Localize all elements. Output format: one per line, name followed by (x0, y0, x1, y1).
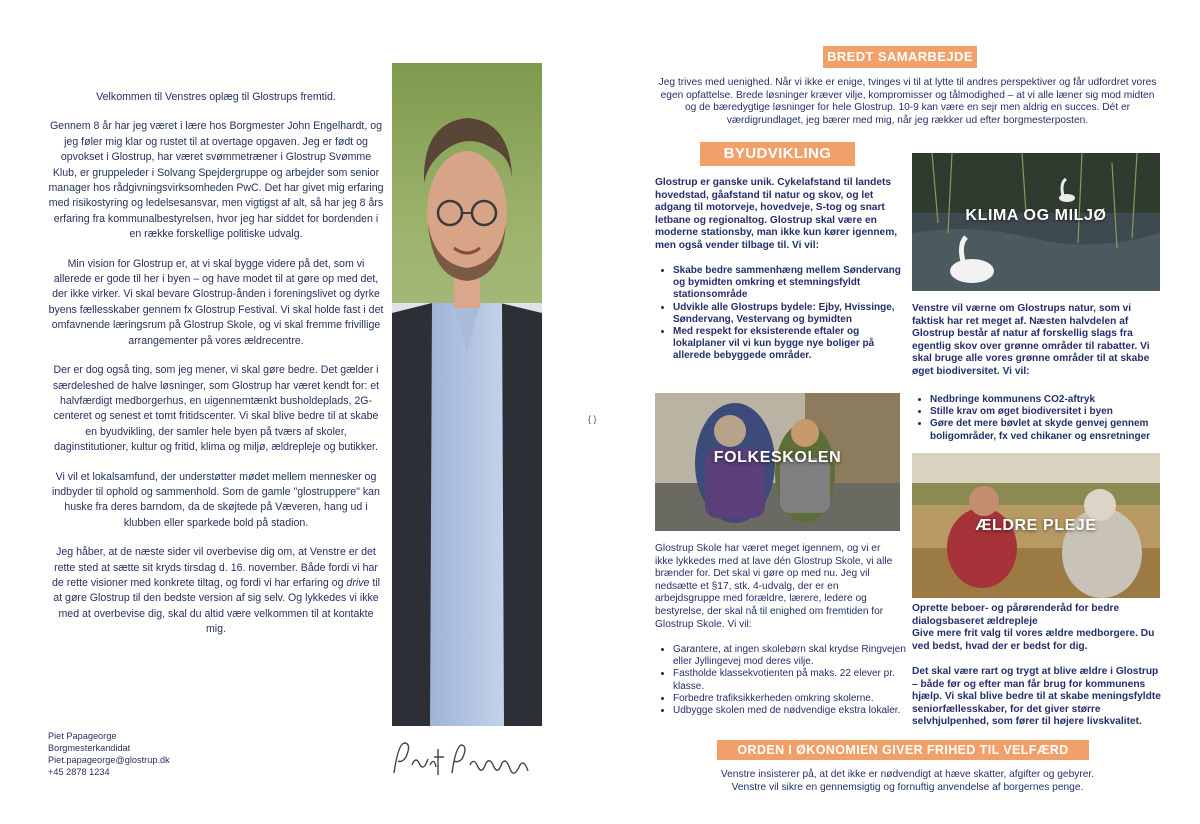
orden-line-2: Venstre vil sikre en gennemsigtig og fornuftig anvendelse af borgernes penge. (731, 782, 1084, 793)
bredt-samarbejde-text: Jeg trives med uenighed. Når vi ikke er enige, tvinges vi til at lytte til andres perspektiver og får udfordret vores egen opfattelse. Brede løsninger kræver vilje, kompromisser og tålmodighed – at vi alle læner sig mod midten og de bæredygtige løsninger for hele Glostrup. 10-9 kan være en sejr men aldrig en succes. Dét er værdigrundlaget, jeg bærer med mig, når jeg rækker ud efter borgmesterposten. (658, 77, 1157, 126)
candidate-portrait (392, 63, 542, 726)
list-item: • Gøre det mere bøvlet at skyde genvej gennem boligområder, fx ved chikaner og ensretninger (930, 418, 1176, 442)
contact-block (48, 730, 170, 778)
heading-byudvikling: BYUDVIKLING (700, 142, 855, 166)
orden-line-1: Venstre insisterer på, at det ikke er nødvendigt at hæve skatter, afgifter og gebyrer. (720, 769, 1095, 780)
aeldre-line-1: Oprette beboer- og pårørenderåd for bedre dialogsbaseret ældrepleje (912, 603, 1120, 627)
intro-line: Velkommen til Venstres oplæg til Glostrups fremtid. (96, 91, 336, 103)
intro-letter (48, 90, 384, 652)
folkeskolen-photo (655, 393, 900, 531)
folkeskolen-list (657, 644, 916, 717)
list-item: • Forbedre trafiksikkerheden omkring skolerne. (673, 693, 916, 705)
list-item: • Garantere, at ingen skolebørn skal krydse Ringvejen eller Jyllingevej mod deres vilje. (673, 644, 916, 668)
aeldre-text: Det skal være rart og trygt at blive ældre i Glostrup – både før og efter man får brug for kommunens hjælp. Vi skal blive bedre til at skabe meningsfyldte seniorfællesskaber, for det giver større selvhjulpenhed, som fører til højere livskvalitet. (912, 666, 1161, 728)
list-item: • Skabe bedre sammenhæng mellem Søndervang og bymidten omkring et stemningsfyldt stationsområde (673, 265, 913, 302)
heading-folkeskolen: FOLKESKOLEN (713, 449, 842, 466)
letter-paragraph: Jeg håber, at de næste sider vil overbevise dig om, at Venstre er det rette sted at sætte sit kryds tirsdag d. 16. november. Både fordi vi har de rette visioner med konkrete tiltag, og fordi vi har erfaring og drive til at gøre Glostrup til den bedste version af sig selv. Og lykkedes vi ikke med at overbevise dig, skal du altid være velkommen til at kontakte mig. (52, 546, 380, 636)
letter-paragraph: Der er dog også ting, som jeg mener, vi skal gøre bedre. Det gælder i særdeleshed de halve løsninger, som Glostrup har været kendt for: et halvfærdigt medborgerhus, en uigennemtænkt busholdeplads, 2G-centeret og senest et tomt fritidscenter. Vi skal blive bedre til at skabe en byudvikling, der samler hele byen på tværs af skoler, daginstitutioner, kultur og fritid, klima og miljø, ældrepleje og butikker. (52, 364, 380, 454)
letter-paragraph: Min vision for Glostrup er, at vi skal bygge videre på det, som vi allerede er gode til her i byen – og have modet til at gøre op med det, der ikke virker. Vi skal bevare Glostrup-ånden i foreningslivet og dyrke byens fællesskaber gennem fx Glostrup Festival. Vi skal holde fast i det omfavnende læringsrum på Glostrup Skole, og vi skal fremme frivillige arrangementer på vores ældrecentre. (48, 257, 384, 347)
list-item: • Udbygge skolen med de nødvendige ekstra lokaler. (673, 705, 916, 717)
letter-paragraph: Gennem 8 år har jeg været i lære hos Borgmester John Engelhardt, og jeg føler mig klar og rustet til at overtage opgaven. Jeg er født og opvokset i Glostrup, har været svømmetræner i Glostrup Svømme Klub, er gruppeleder i Solvang Spejdergruppe og arbejder som senior manager hos rådgivningsvirksomheden PwC. Det har givet mig erfaring med risikostyring og ledelsesansvar, men vigtigst af alt, så har jeg 8 års erfaring fra kommunalbestyrelsen, hvor jeg har siddet for bordenden i en række forskellige politiske udvalg. (48, 120, 384, 241)
heading-orden-i-okonomien: ORDEN I ØKONOMIEN GIVER FRIHED TIL VELFÆRD (717, 740, 1089, 760)
handwritten-signature (390, 735, 540, 783)
list-item: • Fastholde klassekvotienten på maks. 22 elever pr. klasse. (673, 668, 916, 692)
heading-aeldre-pleje: ÆLDRE PLEJE (975, 517, 1097, 534)
byudvikling-text: Glostrup er ganske unik. Cykelafstand til landets hovedstad, gåafstand til natur og skov, og let adgang til motorveje, hovedveje, S-tog og snart letbane og regionaltog. Glostrup skal være en moderne stationsby, man ikke kun kører igennem, men også vender tilbage til. Vi vil: (655, 177, 898, 251)
list-item: • Nedbringe kommunens CO2-aftryk (930, 394, 1176, 406)
heading-bredt-samarbejde: BREDT SAMARBEJDE (823, 46, 977, 68)
klima-photo (912, 153, 1160, 291)
list-item: • Stille krav om øget biodiversitet i byen (930, 406, 1176, 418)
letter-paragraph: Vi vil et lokalsamfund, der understøtter mødet mellem mennesker og indbyder til ophold og sammenhold. Som de gamle "glostruppere" kan huske fra deres barndom, da de skøjtede på Væveren, hang ud i klubben eller sparkede bold på stadion. (52, 470, 380, 529)
byudvikling-list (657, 265, 913, 363)
page-center-mark: { } (588, 414, 597, 424)
klima-list (914, 394, 1176, 443)
heading-klima-og-miljo: KLIMA OG MILJØ (965, 207, 1107, 224)
aeldre-pleje-photo (912, 453, 1160, 598)
candidate-name: Piet Papageorge (48, 731, 117, 741)
list-item: • Udvikle alle Glostrups bydele: Ejby, Hvissinge, Søndervang, Vestervang og bymidten (673, 302, 913, 326)
list-item: • Med respekt for eksisterende eftaler og lokalplaner vil vi kun bygge nye boliger på allerede bebyggede områder. (673, 326, 913, 363)
candidate-email[interactable]: Piet.papageorge@glostrup.dk (48, 755, 170, 765)
folkeskolen-text: Glostrup Skole har været meget igennem, og vi er ikke lykkedes med at lave dén Glostrup Skole, vi alle brænder for. Det skal vi gøre op med nu. Jeg vil nedsætte et §17, stk. 4-udvalg, der er en arbejdsgruppe med forældre, lærere, ledere og bestyrelse, der skal nå til enighed om fremtiden for Glostrup Skole. Vi vil: (655, 543, 893, 630)
klima-text: Venstre vil værne om Glostrups natur, som vi faktisk har ret meget af. Næsten halvdelen af Glostrup består af natur af forskellig slags fra egentlig skov over grønne områder til rabatter. Vi skal bruge alle vores grønne områder til at skabe øget biodiversitet. Vi vil: (912, 303, 1150, 377)
candidate-phone: +45 2878 1234 (48, 767, 110, 777)
candidate-role: Borgmesterkandidat (48, 743, 131, 753)
aeldre-line-2: Give mere frit valg til vores ældre medborgere. Du ved bedst, hvad der er bedst for dig. (912, 628, 1155, 652)
